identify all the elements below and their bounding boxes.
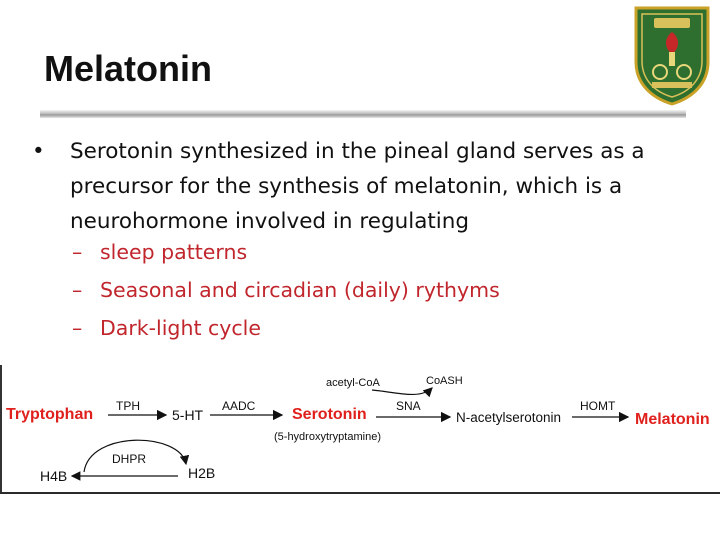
arrow-acetyl-coa	[372, 388, 432, 394]
bullet-paragraph	[32, 134, 682, 239]
serotonin-full-name: (5-hydroxytryptamine)	[274, 431, 381, 443]
five-ht-label: 5-HT	[172, 407, 204, 423]
title-divider	[40, 110, 686, 118]
bullet-line-1: Serotonin synthesized in the pineal gland serves as a	[70, 139, 645, 164]
melatonin-pathway-diagram	[0, 360, 720, 490]
melatonin-label: Melatonin	[635, 411, 710, 428]
subitem	[72, 316, 261, 340]
bullet-line-2: precursor for the synthesis of melatonin, which is a	[70, 174, 623, 199]
university-seal-icon	[630, 4, 714, 106]
coash-label: CoASH	[426, 375, 463, 387]
dhpr-label: DHPR	[112, 452, 147, 466]
subitem-label: sleep patterns	[100, 240, 248, 264]
subitem	[72, 278, 500, 302]
aadc-label: AADC	[222, 399, 256, 413]
dash-marker: –	[72, 316, 83, 340]
serotonin-label: Serotonin	[292, 406, 367, 423]
bullet-dot: •	[32, 139, 45, 164]
acetyl-coa-label: acetyl-CoA	[326, 377, 380, 389]
homt-label: HOMT	[580, 399, 616, 413]
subitem	[72, 240, 247, 264]
sna-label: SNA	[396, 399, 421, 413]
dash-marker: –	[72, 240, 83, 264]
tph-label: TPH	[116, 399, 140, 413]
bullet-line-3: neurohormone involved in regulating	[70, 209, 470, 234]
n-acetylserotonin-label: N-acetylserotonin	[456, 410, 562, 425]
diagram-frame-bottom	[0, 492, 720, 494]
subitem-label: Seasonal and circadian (daily) rythyms	[100, 278, 500, 302]
slide-title: Melatonin	[44, 48, 212, 89]
tryptophan-label: Tryptophan	[6, 406, 94, 423]
h2b-label: H2B	[188, 465, 216, 481]
dash-marker: –	[72, 278, 83, 302]
h4b-label: H4B	[40, 468, 68, 484]
subitem-label: Dark-light cycle	[100, 316, 261, 340]
